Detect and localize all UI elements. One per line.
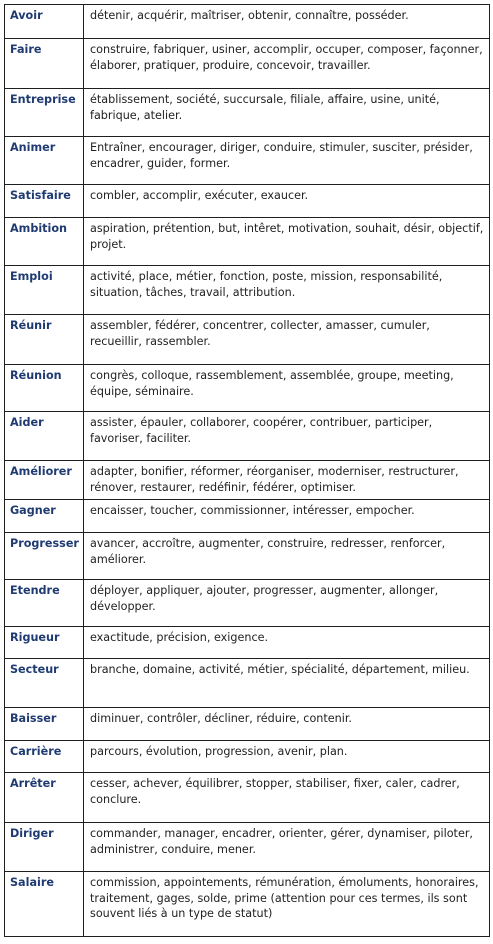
synonyms-cell: activité, place, métier, fonction, poste, mission, responsabilité, situation, tâches, travail, attribution.: [84, 266, 490, 315]
synonyms-cell: diminuer, contrôler, décliner, réduire, contenir.: [84, 708, 490, 741]
synonyms-cell: aspiration, prétention, but, intêret, motivation, souhait, désir, objectif, projet.: [84, 218, 490, 266]
table-row: [5, 185, 490, 218]
synonyms-cell: combler, accomplir, exécuter, exaucer.: [84, 185, 490, 218]
term-cell: Diriger: [5, 823, 84, 872]
term-cell: Secteur: [5, 659, 84, 708]
synonyms-cell: détenir, acquérir, maîtriser, obtenir, connaître, posséder.: [84, 5, 490, 39]
table-row: [5, 461, 490, 500]
term-cell: Satisfaire: [5, 185, 84, 218]
synonyms-table: [4, 4, 490, 937]
table-row: [5, 580, 490, 627]
synonyms-cell: commander, manager, encadrer, orienter, gérer, dynamiser, piloter, administrer, conduire, mener.: [84, 823, 490, 872]
synonyms-cell: établissement, société, succursale, filiale, affaire, usine, unité, fabrique, atelier.: [84, 89, 490, 137]
table-row: [5, 266, 490, 315]
table-row: [5, 365, 490, 412]
table-row: [5, 627, 490, 659]
synonyms-cell: commission, appointements, rémunération, émoluments, honoraires, traitement, gages, solde, prime (attention pour ces termes, ils sont souvent liés à un type de statut): [84, 872, 490, 937]
table-row: [5, 741, 490, 773]
synonyms-cell: cesser, achever, équilibrer, stopper, stabiliser, fixer, caler, cadrer, conclure.: [84, 773, 490, 823]
synonyms-cell: adapter, bonifier, réformer, réorganiser, moderniser, restructurer, rénover, restaurer, redéfinir, fédérer, optimiser.: [84, 461, 490, 500]
synonyms-cell: congrès, colloque, rassemblement, assemblée, groupe, meeting, équipe, séminaire.: [84, 365, 490, 412]
table-row: [5, 773, 490, 823]
term-cell: Carrière: [5, 741, 84, 773]
term-cell: Etendre: [5, 580, 84, 627]
synonyms-cell: avancer, accroître, augmenter, construire, redresser, renforcer, améliorer.: [84, 533, 490, 580]
table-row: [5, 533, 490, 580]
term-cell: Avoir: [5, 5, 84, 39]
synonyms-table-body: [5, 5, 490, 937]
table-row: [5, 872, 490, 937]
table-row: [5, 5, 490, 39]
synonyms-cell: assembler, fédérer, concentrer, collecter, amasser, cumuler, recueillir, rassembler.: [84, 315, 490, 365]
term-cell: Faire: [5, 39, 84, 89]
term-cell: Améliorer: [5, 461, 84, 500]
table-row: [5, 659, 490, 708]
table-row: [5, 708, 490, 741]
synonyms-cell: encaisser, toucher, commissionner, intéresser, empocher.: [84, 500, 490, 533]
table-row: [5, 500, 490, 533]
term-cell: Progresser: [5, 533, 84, 580]
term-cell: Réunion: [5, 365, 84, 412]
term-cell: Aider: [5, 412, 84, 461]
synonyms-cell: branche, domaine, activité, métier, spécialité, département, milieu.: [84, 659, 490, 708]
table-row: [5, 218, 490, 266]
term-cell: Emploi: [5, 266, 84, 315]
synonyms-cell: construire, fabriquer, usiner, accomplir, occuper, composer, façonner, élaborer, pratiquer, produire, concevoir, travailler.: [84, 39, 490, 89]
table-row: [5, 89, 490, 137]
term-cell: Baisser: [5, 708, 84, 741]
table-row: [5, 137, 490, 185]
term-cell: Arrêter: [5, 773, 84, 823]
term-cell: Réunir: [5, 315, 84, 365]
synonyms-cell: déployer, appliquer, ajouter, progresser, augmenter, allonger, développer.: [84, 580, 490, 627]
term-cell: Salaire: [5, 872, 84, 937]
table-row: [5, 39, 490, 89]
term-cell: Gagner: [5, 500, 84, 533]
table-row: [5, 412, 490, 461]
term-cell: Entreprise: [5, 89, 84, 137]
synonyms-cell: assister, épauler, collaborer, coopérer, contribuer, participer, favoriser, faciliter.: [84, 412, 490, 461]
table-row: [5, 315, 490, 365]
synonyms-cell: parcours, évolution, progression, avenir, plan.: [84, 741, 490, 773]
synonyms-cell: Entraîner, encourager, diriger, conduire, stimuler, susciter, présider, encadrer, guider, former.: [84, 137, 490, 185]
term-cell: Rigueur: [5, 627, 84, 659]
term-cell: Ambition: [5, 218, 84, 266]
term-cell: Animer: [5, 137, 84, 185]
synonyms-cell: exactitude, précision, exigence.: [84, 627, 490, 659]
table-row: [5, 823, 490, 872]
